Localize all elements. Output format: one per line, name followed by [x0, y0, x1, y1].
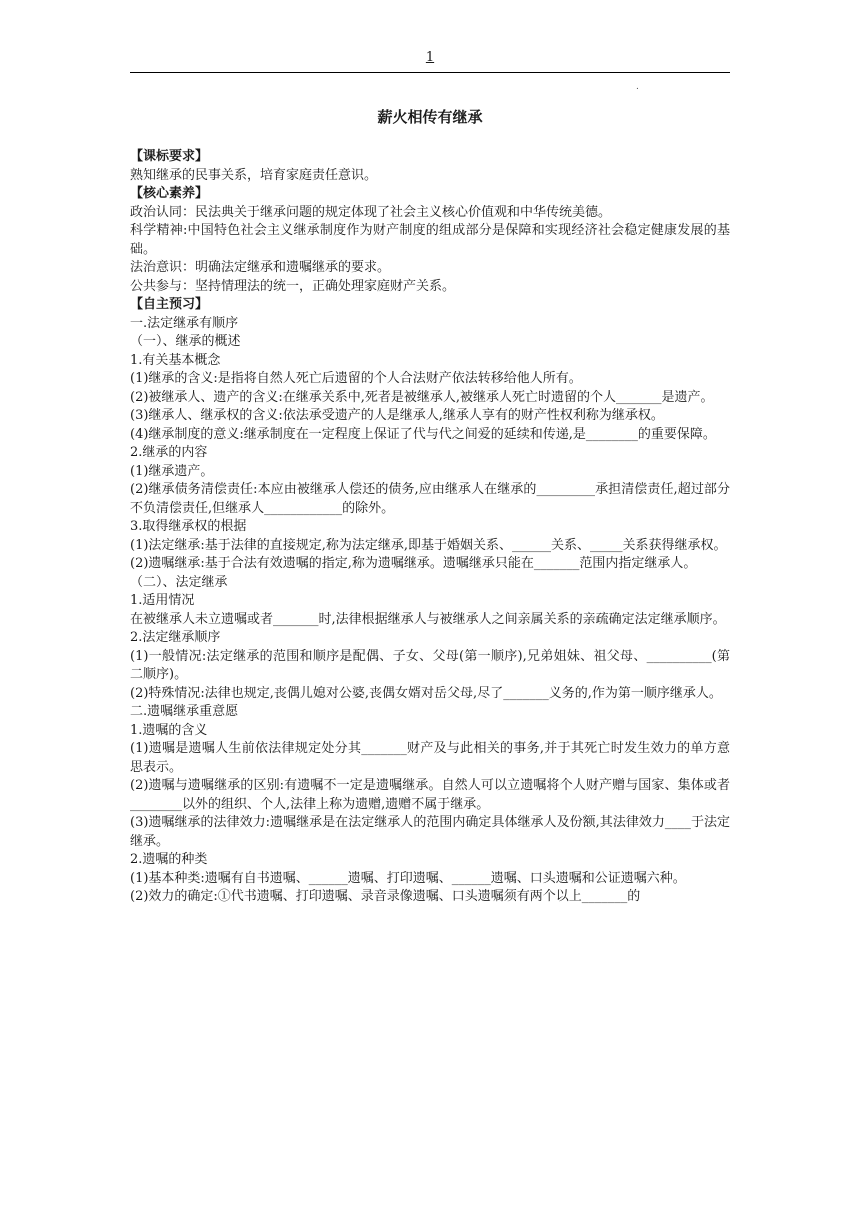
text-line: (1)一般情况:法定继承的范围和顺序是配偶、子女、父母(第一顺序),兄弟姐妹、祖父母、__________(第二顺序)。 [130, 648, 730, 682]
text-line: 1.遗嘱的含义 [130, 722, 208, 738]
text-line: (1)遗嘱是遗嘱人生前依法律规定处分其_______财产及与此相关的事务,并于其死亡时发生效力的单方意思表示。 [130, 741, 730, 775]
section-heading: 【课标要求】 [130, 149, 209, 164]
text-line: 二.遗嘱继承重意愿 [130, 704, 239, 719]
section-heading: 【自主预习】 [130, 297, 209, 312]
text-line: (2)效力的确定:①代书遗嘱、打印遗嘱、录音录像遗嘱、口头遗嘱须有两个以上_______的 [130, 889, 641, 904]
text-line: (3)遗嘱继承的法律效力:遗嘱继承是在法定继承人的范围内确定具体继承人及份额,其法律效力____于法定继承。 [130, 815, 730, 849]
text-line: (1)法定继承:基于法律的直接规定,称为法定继承,即基于婚姻关系、______关系、_____关系获得继承权。 [130, 537, 727, 553]
text-line: (2)被继承人、遗产的含义:在继承关系中,死者是被继承人,被继承人死亡时遗留的个人_______是遗产。 [130, 389, 714, 405]
section-heading: 【核心素养】 [130, 186, 209, 201]
text-line: (1)继承遗产。 [130, 463, 214, 479]
text-line: 1.适用情况 [130, 593, 195, 608]
text-line: (1)基本种类:遗嘱有自书遗嘱、______遗嘱、打印遗嘱、______遗嘱、口头遗嘱和公证遗嘱六种。 [130, 870, 686, 886]
text-line: (2)遗嘱与遗嘱继承的区别:有遗嘱不一定是遗嘱继承。自然人可以立遗嘱将个人财产赠与国家、集体或者________以外的组织、个人,法律上称为遗赠,遗赠不属于继承。 [130, 778, 730, 812]
text-line: (4)继承制度的意义:继承制度在一定程度上保证了代与代之间爱的延续和传递,是________的重要保障。 [130, 426, 716, 442]
text-line: 3.取得继承权的根据 [130, 519, 247, 534]
text-line: （一）、继承的概述 [130, 334, 241, 349]
text-line: 2.继承的内容 [130, 445, 208, 460]
text-line: (2)遗嘱继承:基于合法有效遗嘱的指定,称为遗嘱继承。遗嘱继承只能在_______范围内指定继承人。 [130, 556, 697, 571]
text-line: (2)特殊情况:法律也规定,丧偶儿媳对公婆,丧偶女婿对岳父母,尽了_______义务的,作为第一顺序继承人。 [130, 685, 722, 701]
text-line: 公共参与：坚持情理法的统一，正确处理家庭财产关系。 [130, 278, 456, 294]
text-line: 2.遗嘱的种类 [130, 852, 208, 867]
text-line: 2.法定继承顺序 [130, 630, 221, 645]
text-line: 法治意识：明确法定继承和遗嘱继承的要求。 [130, 260, 391, 275]
document-title: 薪火相传有继承 [377, 108, 483, 126]
text-line: 熟知继承的民事关系，培育家庭责任意识。 [130, 167, 378, 183]
text-line: 在被继承人未立遗嘱或者_______时,法律根据继承人与被继承人之间亲属关系的亲疏确定法定继承顺序。 [130, 611, 726, 627]
page-number: 1 [425, 50, 435, 65]
text-line: (2)继承债务清偿责任:本应由被继承人偿还的债务,应由继承人在继承的_________承担清偿责任,超过部分不负清偿责任,但继承人____________的除外。 [130, 482, 730, 516]
text-line: 1.有关基本概念 [130, 352, 221, 368]
text-line: (3)继承人、继承权的含义:依法承受遗产的人是继承人,继承人享有的财产性权利称为继承权。 [130, 408, 664, 423]
text-line: (1)继承的含义:是指将自然人死亡后遗留的个人合法财产依法转移给他人所有。 [130, 371, 582, 386]
text-line: （二）、法定继承 [130, 574, 228, 590]
text-line: 政治认同：民法典关于继承问题的规定体现了社会主义核心价值观和中华传统美德。 [130, 204, 612, 220]
document-body [130, 148, 730, 907]
header-rule [130, 72, 730, 73]
text-line: 科学精神:中国特色社会主义继承制度作为财产制度的组成部分是保障和实现经济社会稳定健康发展的基础。 [130, 223, 730, 257]
header-dot: . [636, 82, 639, 92]
text-line: 一.法定继承有顺序 [130, 315, 239, 331]
